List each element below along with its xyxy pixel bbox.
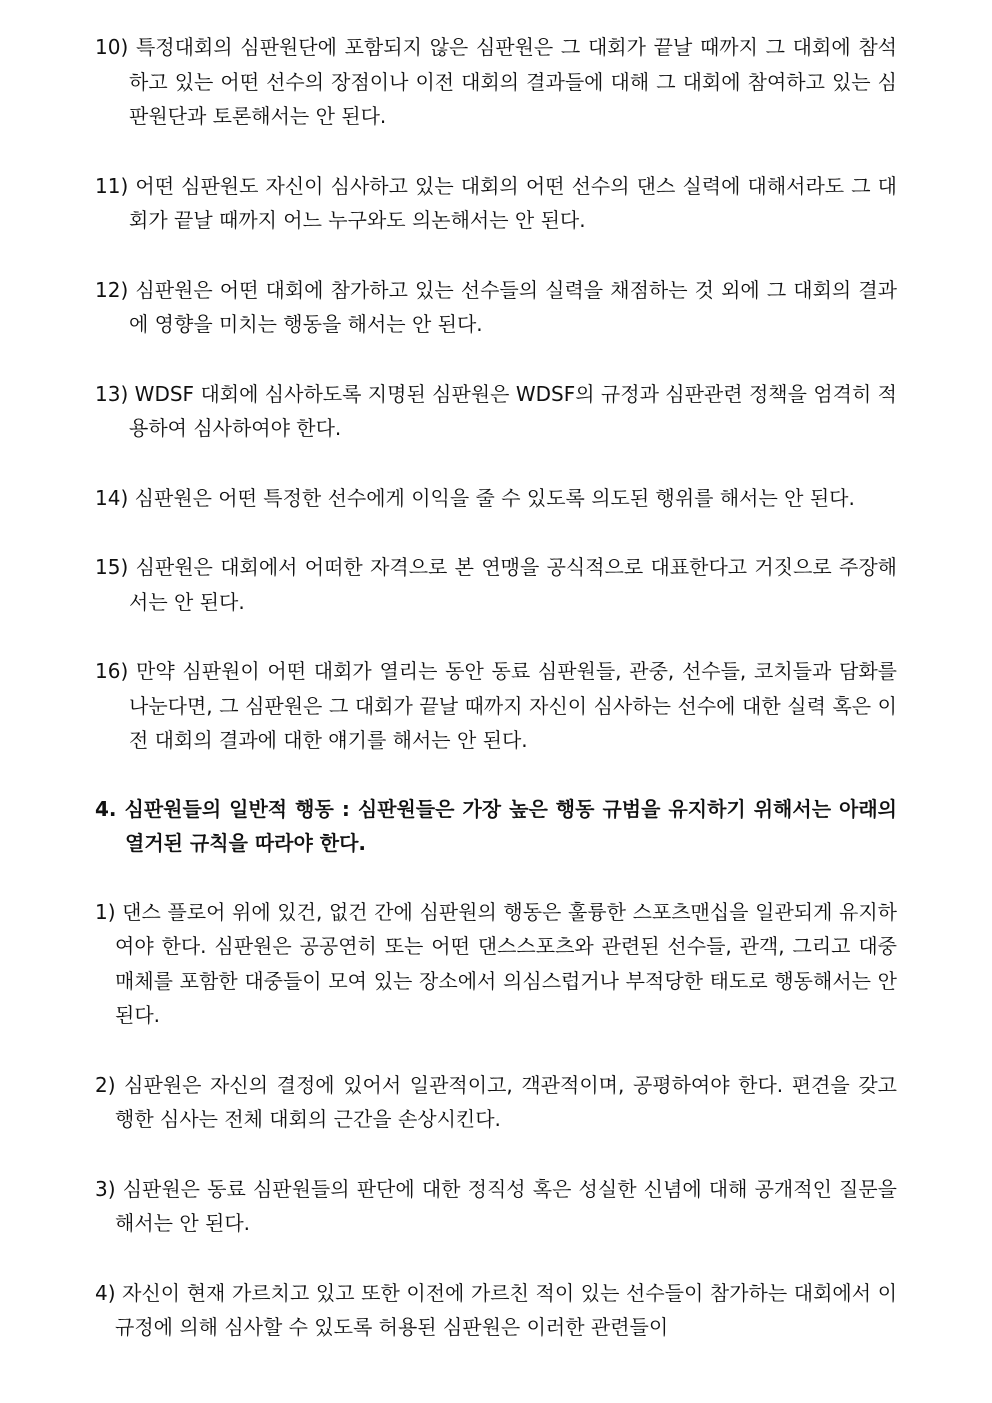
clause-10 <box>95 30 897 134</box>
clause-16 <box>95 654 897 758</box>
clause-text: 만약 심판원이 어떤 대회가 열리는 동안 동료 심판원들, 관중, 선수들, 코치들과 담화를 나눈다면, 그 심판원은 그 대회가 끝날 때까지 자신이 심사하는 선수에 대한 실력 혹은 이전 대회의 결과에 대한 얘기를 해서는 안 된다. <box>129 659 897 752</box>
clause-15 <box>95 550 897 619</box>
clause-number: 10) <box>95 35 129 59</box>
clause-number: 11) <box>95 173 129 198</box>
clause-number: 16) <box>95 659 129 683</box>
clause-12 <box>95 273 897 342</box>
clause-text: 어떤 심판원도 자신이 심사하고 있는 대회의 어떤 선수의 댄스 실력에 대해서라도 그 대회가 끝날 때까지 어느 누구와도 의논해서는 안 된다. <box>129 173 897 232</box>
section-title: 심판원들의 일반적 행동 : 심판원들은 가장 높은 행동 규범을 유지하기 위해서는 아래의 열거된 규칙을 따라야 한다. <box>124 796 897 855</box>
rule-2 <box>95 1068 897 1137</box>
rule-text: 댄스 플로어 위에 있건, 없건 간에 심판원의 행동은 훌륭한 스포츠맨십을 일관되게 유지하여야 한다. 심판원은 공공연히 또는 어떤 댄스스포츠와 관련된 선수들, 관객, 그리고 대중매체를 포함한 대중들이 모여 있는 장소에서 의심스럽거나 부적당한 태도로 행동해서는 안 된다. <box>115 899 898 1027</box>
clause-14 <box>95 481 897 516</box>
document-page <box>95 30 897 1345</box>
rule-4 <box>95 1276 897 1345</box>
rule-text: 자신이 현재 가르치고 있고 또한 이전에 가르친 적이 있는 선수들이 참가하는 대회에서 이 규정에 의해 심사할 수 있도록 허용된 심판원은 이러한 관련들이 <box>115 1280 898 1339</box>
clause-text: 심판원은 대회에서 어떠한 자격으로 본 연맹을 공식적으로 대표한다고 거짓으로 주장해서는 안 된다. <box>129 555 897 614</box>
rule-1 <box>95 895 897 1033</box>
clause-text: 특정대회의 심판원단에 포함되지 않은 심판원은 그 대회가 끝날 때까지 그 대회에 참석하고 있는 어떤 선수의 장점이나 이전 대회의 결과들에 대해 그 대회에 참여하고 있는 심판원단과 토론해서는 안 된다. <box>129 35 897 128</box>
clause-13 <box>95 377 897 446</box>
clause-text: 심판원은 어떤 특정한 선수에게 이익을 줄 수 있도록 의도된 행위를 해서는 안 된다. <box>134 485 855 510</box>
clause-number: 13) <box>95 381 129 406</box>
rule-text: 심판원은 자신의 결정에 있어서 일관적이고, 객관적이며, 공평하여야 한다. 편견을 갖고 행한 심사는 전체 대회의 근간을 손상시킨다. <box>115 1072 897 1131</box>
clause-number: 15) <box>95 555 129 579</box>
rule-number: 2) <box>95 1072 116 1097</box>
rule-number: 1) <box>95 899 116 924</box>
clause-number: 12) <box>95 277 129 302</box>
clause-text: 심판원은 어떤 대회에 참가하고 있는 선수들의 실력을 채점하는 것 외에 그 대회의 결과에 영향을 미치는 행동을 해서는 안 된다. <box>129 277 897 336</box>
rule-number: 4) <box>95 1280 116 1305</box>
rule-number: 3) <box>95 1176 116 1201</box>
clause-11 <box>95 169 897 238</box>
section-number: 4. <box>95 796 117 821</box>
rule-3 <box>95 1172 897 1241</box>
clause-number: 14) <box>95 485 129 510</box>
clause-text: WDSF 대회에 심사하도록 지명된 심판원은 WDSF의 규정과 심판관련 정책을 엄격히 적용하여 심사하여야 한다. <box>129 381 897 440</box>
rule-text: 심판원은 동료 심판원들의 판단에 대한 정직성 혹은 성실한 신념에 대해 공개적인 질문을 해서는 안 된다. <box>115 1176 898 1235</box>
section-heading-4 <box>95 792 897 861</box>
